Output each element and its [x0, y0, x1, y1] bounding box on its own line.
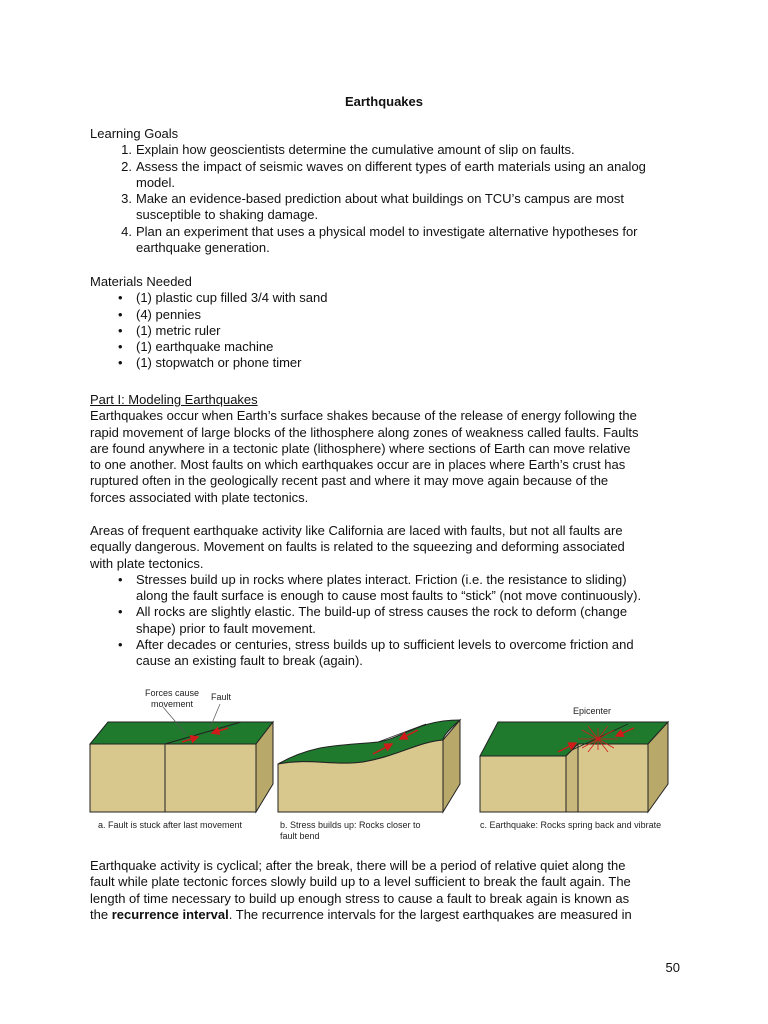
epicenter-label: Epicenter: [572, 706, 612, 716]
list-item: [90, 355, 675, 371]
bullet-icon: •: [118, 339, 123, 355]
forces-label: [132, 688, 212, 710]
list-text: along the fault surface is enough to cause most faults to “stick” (not move continuously).: [136, 588, 642, 604]
bullet-icon: •: [118, 322, 123, 338]
list-item: [90, 323, 675, 339]
list-number: 2.: [121, 158, 132, 174]
bullet-icon: •: [118, 306, 123, 322]
list-text: Plan an experiment that uses a physical model to investigate alternative hypotheses for: [136, 223, 638, 239]
list-item: [90, 307, 675, 323]
fault-diagram-figure: [88, 684, 683, 844]
text-line: fault while plate tectonic forces slowly build up to a level sufficient to break the fault again. The: [90, 874, 631, 890]
part1-bullets: [90, 572, 675, 670]
part1-paragraph-1: [90, 408, 675, 506]
final-paragraph: [90, 858, 675, 923]
text-fragment: . The recurrence intervals for the largest earthquakes are measured in: [228, 906, 632, 922]
text-line: Areas of frequent earthquake activity like California are laced with faults, but not all faults are: [90, 523, 623, 538]
list-text: Explain how geoscientists determine the cumulative amount of slip on faults.: [136, 142, 575, 158]
list-item: [90, 224, 675, 257]
list-text: After decades or centuries, stress builds up to sufficient levels to overcome friction and: [136, 637, 634, 653]
block-b: [278, 720, 460, 812]
label-line: movement: [150, 699, 194, 709]
text-line: forces associated with plate tectonics.: [90, 489, 309, 505]
list-number: 1.: [121, 142, 132, 158]
label-line: Forces cause: [144, 688, 200, 698]
list-text: (1) metric ruler: [136, 322, 221, 338]
part1-heading: Part I: Modeling Earthquakes: [90, 392, 258, 407]
caption-line: fault bend: [280, 831, 320, 841]
bullet-icon: •: [118, 290, 123, 306]
list-text: earthquake generation.: [136, 240, 270, 256]
bullet-icon: •: [118, 571, 123, 587]
list-text: Stresses build up in rocks where plates interact. Friction (i.e. the resistance to sliding): [136, 571, 627, 587]
text-line: to one another. Most faults on which earthquakes occur are in places where Earth’s crust has: [90, 457, 626, 473]
list-item: [90, 142, 675, 158]
text-line: Earthquake activity is cyclical; after the break, there will be a period of relative quiet along the: [90, 858, 626, 873]
list-item: [90, 191, 675, 224]
learning-goals-section: [90, 126, 675, 256]
list-text: Make an evidence-based prediction about what buildings on TCU’s campus are most: [136, 191, 625, 207]
list-text: (1) stopwatch or phone timer: [136, 355, 302, 371]
list-item: [90, 159, 675, 192]
bullet-icon: •: [118, 604, 123, 620]
block-a: [90, 704, 273, 812]
list-item: [90, 339, 675, 355]
learning-goals-list: [90, 142, 675, 256]
list-text: Assess the impact of seismic waves on different types of earth materials using an analog: [136, 158, 646, 174]
list-text: All rocks are slightly elastic. The build-up of stress causes the rock to deform (change: [136, 604, 628, 620]
caption-line: b. Stress builds up: Rocks closer to: [280, 820, 421, 830]
list-text: cause an existing fault to break (again).: [136, 653, 363, 669]
part1-paragraph-2-section: [90, 523, 675, 670]
page-number: 50: [665, 960, 680, 975]
list-text: (4) pennies: [136, 306, 202, 322]
learning-goals-heading: Learning Goals: [90, 126, 179, 141]
list-text: (1) earthquake machine: [136, 339, 274, 355]
bold-term: recurrence interval: [111, 906, 229, 922]
list-text: (1) plastic cup filled 3/4 with sand: [136, 290, 328, 306]
caption-a: a. Fault is stuck after last movement: [98, 820, 243, 830]
materials-list: [90, 290, 675, 371]
text-fragment: the: [90, 906, 112, 922]
fault-label: Fault: [210, 692, 231, 702]
caption-b: [280, 820, 421, 842]
list-item: [90, 290, 675, 306]
list-item: [90, 604, 675, 637]
bullet-icon: •: [118, 637, 123, 653]
caption-c: c. Earthquake: Rocks spring back and vibrate: [480, 820, 662, 830]
list-text: shape) prior to fault movement.: [136, 620, 316, 636]
text-line: ruptured often in the geologically recent past and where it may move again because of the: [90, 473, 609, 489]
bullet-icon: •: [118, 355, 123, 371]
materials-section: [90, 274, 675, 372]
list-number: 3.: [121, 191, 132, 207]
materials-heading: Materials Needed: [90, 274, 192, 289]
part1-paragraph-2: [90, 523, 675, 572]
text-line: with plate tectonics.: [90, 555, 204, 571]
list-number: 4.: [121, 223, 132, 239]
list-item: [90, 572, 675, 605]
text-line: equally dangerous. Movement on faults is related to the squeezing and deforming associated: [90, 539, 625, 555]
list-text: model.: [136, 174, 176, 190]
text-line: rapid movement of large blocks of the lithosphere along zones of weakness called faults. Faults: [90, 424, 639, 440]
page-title: Earthquakes: [344, 94, 424, 109]
final-paragraph-section: [90, 858, 675, 923]
list-text: susceptible to shaking damage.: [136, 207, 319, 223]
text-line: Earthquakes occur when Earth’s surface shakes because of the release of energy following the: [90, 408, 637, 424]
block-c: [480, 722, 668, 812]
part1-section: [90, 392, 675, 506]
text-line: length of time necessary to build up enough stress to cause a fault to break again is known as: [90, 890, 630, 906]
list-item: [90, 637, 675, 670]
text-line: are found anywhere in a tectonic plate (lithosphere) where sections of Earth can move relative: [90, 440, 631, 456]
